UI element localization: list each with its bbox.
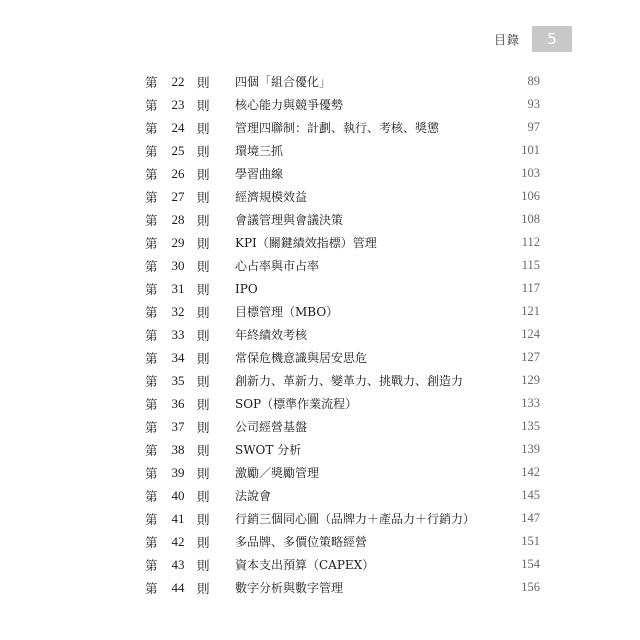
toc-entry-title: 行銷三個同心圓（品牌力＋產品力＋行銷力）	[235, 512, 476, 526]
toc-entry-suffix: 則	[197, 419, 210, 435]
toc-entry[interactable]	[145, 576, 540, 599]
toc-entry-number: 35	[171, 372, 185, 388]
toc-entry-number: 34	[171, 349, 185, 365]
page-header	[494, 26, 572, 52]
toc-entry-page: 145	[521, 488, 540, 502]
toc-entry-number: 27	[171, 188, 185, 204]
toc-entry-prefix: 第	[145, 465, 158, 481]
toc-entry[interactable]	[145, 438, 540, 461]
toc-entry-suffix: 則	[197, 373, 210, 389]
toc-entry-prefix: 第	[145, 189, 158, 205]
toc-entry-suffix: 則	[197, 304, 210, 320]
toc-entry-title: 激勵／獎勵管理	[235, 466, 320, 480]
toc-entry-title: 數字分析與數字管理	[235, 581, 344, 595]
toc-entry-prefix: 第	[145, 350, 158, 366]
toc-entry-number: 36	[171, 395, 185, 411]
toc-entry-page: 147	[521, 511, 540, 525]
toc-entry-page: 117	[521, 281, 540, 295]
toc-entry-suffix: 則	[197, 281, 210, 297]
toc-entry-title: 年終績效考核	[235, 328, 308, 342]
toc-entry[interactable]	[145, 139, 540, 162]
page-number-badge: 5	[532, 26, 572, 52]
toc-entry-suffix: 則	[197, 166, 210, 182]
toc-entry-suffix: 則	[197, 488, 210, 504]
toc-entry-prefix: 第	[145, 166, 158, 182]
toc-entry[interactable]	[145, 231, 540, 254]
toc-entry-page: 97	[527, 120, 540, 134]
toc-entry-page: 89	[527, 74, 540, 88]
toc-entry-title: 四個「組合優化」	[235, 75, 332, 89]
toc-entry-number: 44	[171, 579, 185, 595]
toc-entry-suffix: 則	[197, 442, 210, 458]
toc-entry-page: 133	[521, 396, 540, 410]
toc-entry-suffix: 則	[197, 258, 210, 274]
toc-entry-suffix: 則	[197, 143, 210, 159]
toc-entry-number: 42	[171, 533, 185, 549]
toc-entry-number: 30	[171, 257, 185, 273]
toc-entry-page: 151	[521, 534, 540, 548]
toc-entry-number: 40	[171, 487, 185, 503]
toc-entry-prefix: 第	[145, 327, 158, 343]
toc-entry-prefix: 第	[145, 442, 158, 458]
toc-entry-number: 43	[171, 556, 185, 572]
toc-entry-prefix: 第	[145, 580, 158, 596]
toc-entry-prefix: 第	[145, 304, 158, 320]
toc-entry-number: 24	[171, 119, 185, 135]
toc-entry-number: 23	[171, 96, 185, 112]
toc-entry-title: 法說會	[235, 489, 272, 503]
toc-entry-page: 154	[521, 557, 540, 571]
toc-entry-page: 121	[521, 304, 540, 318]
toc-entry-prefix: 第	[145, 396, 158, 412]
section-title: 目錄	[493, 32, 520, 47]
toc-entry-page: 129	[521, 373, 540, 387]
toc-entry-suffix: 則	[197, 580, 210, 596]
toc-entry-number: 39	[171, 464, 185, 480]
toc-entry[interactable]	[145, 415, 540, 438]
toc-entry-number: 37	[171, 418, 185, 434]
toc-entry-title: 核心能力與競爭優勢	[235, 98, 344, 112]
toc-entry-suffix: 則	[197, 74, 210, 90]
toc-entry[interactable]	[145, 484, 540, 507]
toc-entry-page: 103	[521, 166, 540, 180]
toc-entry-page: 115	[521, 258, 540, 272]
toc-entry-number: 32	[171, 303, 185, 319]
toc-entry[interactable]	[145, 369, 540, 392]
toc-entry[interactable]	[145, 346, 540, 369]
toc-entry-suffix: 則	[197, 534, 210, 550]
toc-entry-suffix: 則	[197, 97, 210, 113]
toc-entry-prefix: 第	[145, 419, 158, 435]
toc-entry-prefix: 第	[145, 281, 158, 297]
toc-entry[interactable]	[145, 185, 540, 208]
table-of-contents	[145, 70, 540, 599]
toc-entry-suffix: 則	[197, 465, 210, 481]
toc-entry[interactable]	[145, 254, 540, 277]
toc-entry-prefix: 第	[145, 557, 158, 573]
toc-entry-title: 公司經營基盤	[235, 420, 308, 434]
toc-entry[interactable]	[145, 70, 540, 93]
toc-entry-page: 106	[521, 189, 540, 203]
toc-entry[interactable]	[145, 162, 540, 185]
toc-entry[interactable]	[145, 323, 540, 346]
toc-entry-number: 26	[171, 165, 185, 181]
toc-entry-suffix: 則	[197, 327, 210, 343]
toc-entry-number: 41	[171, 510, 185, 526]
toc-entry-title: 創新力、革新力、變革力、挑戰力、創造力	[235, 374, 464, 388]
toc-entry[interactable]	[145, 93, 540, 116]
toc-entry-page: 139	[521, 442, 540, 456]
toc-entry-prefix: 第	[145, 74, 158, 90]
toc-entry-page: 127	[521, 350, 540, 364]
toc-entry-title: KPI（關鍵績效指標）管理	[235, 236, 377, 250]
toc-entry-title: 資本支出預算（CAPEX）	[235, 558, 375, 572]
toc-entry-suffix: 則	[197, 511, 210, 527]
toc-entry-prefix: 第	[145, 511, 158, 527]
toc-entry-number: 28	[171, 211, 185, 227]
toc-entry-title: SOP（標準作業流程）	[235, 397, 358, 411]
toc-entry-suffix: 則	[197, 212, 210, 228]
toc-entry-title: IPO	[235, 281, 258, 296]
toc-entry-suffix: 則	[197, 350, 210, 366]
toc-entry-title: 會議管理與會議決策	[235, 213, 344, 227]
toc-entry-title: 環境三抓	[235, 144, 284, 158]
toc-entry-prefix: 第	[145, 534, 158, 550]
toc-entry-page: 156	[521, 580, 540, 594]
toc-entry[interactable]	[145, 277, 540, 300]
toc-entry-suffix: 則	[197, 235, 210, 251]
toc-entry-suffix: 則	[197, 557, 210, 573]
toc-entry[interactable]	[145, 300, 540, 323]
toc-entry-suffix: 則	[197, 120, 210, 136]
toc-entry-number: 29	[171, 234, 185, 250]
toc-entry[interactable]	[145, 507, 540, 530]
toc-entry-title: 多品牌、多價位策略經營	[235, 535, 368, 549]
toc-entry-number: 25	[171, 142, 185, 158]
toc-entry[interactable]	[145, 461, 540, 484]
toc-entry-page: 108	[521, 212, 540, 226]
toc-entry[interactable]	[145, 392, 540, 415]
toc-entry-page: 135	[521, 419, 540, 433]
toc-entry-number: 31	[171, 280, 185, 296]
toc-entry-prefix: 第	[145, 97, 158, 113]
toc-entry-title: 管理四聯制：計劃、執行、考核、獎懲	[235, 121, 440, 135]
toc-entry[interactable]	[145, 208, 540, 231]
toc-entry-prefix: 第	[145, 143, 158, 159]
toc-entry-prefix: 第	[145, 235, 158, 251]
toc-entry[interactable]	[145, 553, 540, 576]
toc-entry-number: 33	[171, 326, 185, 342]
toc-entry-title: SWOT 分析	[235, 443, 302, 457]
toc-entry-page: 142	[521, 465, 540, 479]
toc-entry-number: 38	[171, 441, 185, 457]
toc-entry-title: 目標管理（MBO）	[235, 305, 339, 319]
toc-entry-prefix: 第	[145, 120, 158, 136]
toc-entry-suffix: 則	[197, 189, 210, 205]
toc-entry-prefix: 第	[145, 488, 158, 504]
toc-entry-title: 學習曲線	[235, 167, 284, 181]
toc-entry-page: 124	[521, 327, 540, 341]
toc-entry-page: 112	[521, 235, 540, 249]
toc-entry-prefix: 第	[145, 212, 158, 228]
toc-entry-title: 常保危機意識與居安思危	[235, 351, 368, 365]
toc-entry[interactable]	[145, 116, 540, 139]
toc-entry-prefix: 第	[145, 258, 158, 274]
toc-entry-number: 22	[171, 73, 185, 89]
toc-entry-page: 93	[527, 97, 540, 111]
toc-entry[interactable]	[145, 530, 540, 553]
toc-entry-prefix: 第	[145, 373, 158, 389]
toc-entry-title: 經濟規模效益	[235, 190, 308, 204]
toc-entry-page: 101	[521, 143, 540, 157]
toc-entry-suffix: 則	[197, 396, 210, 412]
toc-entry-title: 心占率與市占率	[235, 259, 320, 273]
